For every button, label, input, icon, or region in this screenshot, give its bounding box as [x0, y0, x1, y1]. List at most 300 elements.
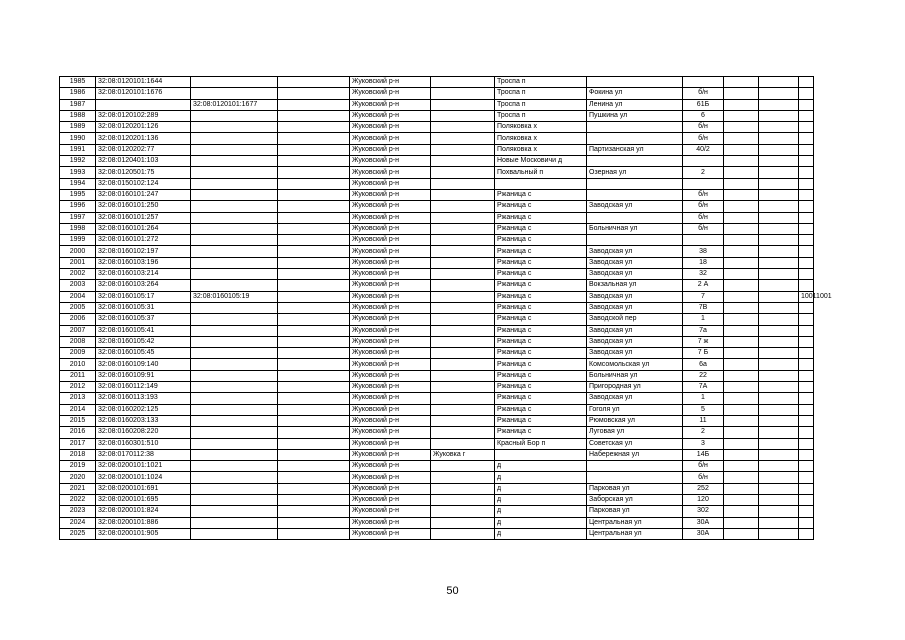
cell-cadastral-number: 32:08:0120201:136	[96, 133, 191, 144]
cell-empty-col-11	[759, 438, 799, 449]
cell-empty-col-10	[724, 438, 759, 449]
cell-empty-col-11	[759, 314, 799, 325]
cell-row-number: 2002	[60, 269, 96, 280]
cell-cadastral-number: 32:08:0160109:140	[96, 359, 191, 370]
cell-empty-col-10	[724, 348, 759, 359]
cell-linked-cadastral-number	[191, 189, 278, 200]
cell-code	[799, 483, 814, 494]
cell-code	[799, 280, 814, 291]
cell-empty-col-11	[759, 517, 799, 528]
cell-code	[799, 302, 814, 313]
cell-city	[431, 506, 495, 517]
table-row	[60, 212, 814, 223]
cell-empty-col-4	[278, 325, 350, 336]
cell-house-number: 2	[683, 427, 724, 438]
cell-code	[799, 133, 814, 144]
cell-settlement: Троспа п	[495, 77, 587, 88]
cell-empty-col-10	[724, 415, 759, 426]
cell-cadastral-number: 32:08:0200101:1024	[96, 472, 191, 483]
cell-empty-col-10	[724, 461, 759, 472]
cell-settlement: д	[495, 506, 587, 517]
cell-street: Пригородная ул	[587, 382, 683, 393]
cell-empty-col-4	[278, 393, 350, 404]
table-row	[60, 370, 814, 381]
cell-district: Жуковский р-н	[350, 291, 431, 302]
cell-settlement: Поляковка х	[495, 133, 587, 144]
cell-empty-col-11	[759, 201, 799, 212]
cell-district: Жуковский р-н	[350, 133, 431, 144]
cell-row-number: 2016	[60, 427, 96, 438]
cell-empty-col-4	[278, 77, 350, 88]
cell-cadastral-number: 32:08:0160101:257	[96, 212, 191, 223]
cell-code	[799, 348, 814, 359]
cell-settlement: Ржаница с	[495, 302, 587, 313]
cell-street: Партизанская ул	[587, 144, 683, 155]
cell-row-number: 2001	[60, 257, 96, 268]
cell-empty-col-10	[724, 167, 759, 178]
cell-district: Жуковский р-н	[350, 404, 431, 415]
cell-linked-cadastral-number	[191, 348, 278, 359]
cell-district: Жуковский р-н	[350, 246, 431, 257]
cell-city: Жуковка г	[431, 449, 495, 460]
cell-linked-cadastral-number	[191, 528, 278, 539]
cell-street: Больничная ул	[587, 223, 683, 234]
cell-city	[431, 336, 495, 347]
table-row	[60, 472, 814, 483]
table-row	[60, 99, 814, 110]
cell-street: Озерная ул	[587, 167, 683, 178]
cell-linked-cadastral-number	[191, 302, 278, 313]
cell-cadastral-number: 32:08:0120101:1644	[96, 77, 191, 88]
cell-street: Центральная ул	[587, 528, 683, 539]
cell-linked-cadastral-number	[191, 359, 278, 370]
cell-district: Жуковский р-н	[350, 325, 431, 336]
cell-empty-col-11	[759, 348, 799, 359]
cell-city	[431, 494, 495, 505]
cell-settlement: Ржаница с	[495, 223, 587, 234]
cell-empty-col-11	[759, 133, 799, 144]
cell-linked-cadastral-number	[191, 382, 278, 393]
cell-empty-col-4	[278, 359, 350, 370]
cell-house-number: 3	[683, 438, 724, 449]
cell-row-number: 2018	[60, 449, 96, 460]
cell-house-number: 2	[683, 167, 724, 178]
cell-linked-cadastral-number	[191, 156, 278, 167]
cell-empty-col-11	[759, 88, 799, 99]
cell-row-number: 2019	[60, 461, 96, 472]
cell-street	[587, 461, 683, 472]
cell-cadastral-number: 32:08:0160202:125	[96, 404, 191, 415]
cell-city	[431, 235, 495, 246]
cell-empty-col-11	[759, 178, 799, 189]
cell-cadastral-number: 32:08:0160101:250	[96, 201, 191, 212]
cell-empty-col-10	[724, 370, 759, 381]
cell-city	[431, 404, 495, 415]
cell-empty-col-4	[278, 88, 350, 99]
cell-city	[431, 122, 495, 133]
cell-empty-col-11	[759, 269, 799, 280]
cell-code	[799, 246, 814, 257]
cell-empty-col-11	[759, 483, 799, 494]
cell-empty-col-4	[278, 314, 350, 325]
cell-linked-cadastral-number	[191, 269, 278, 280]
table-row	[60, 122, 814, 133]
cell-city	[431, 302, 495, 313]
cell-empty-col-4	[278, 472, 350, 483]
cell-settlement: Ржаница с	[495, 348, 587, 359]
cell-row-number: 2017	[60, 438, 96, 449]
cell-row-number: 2004	[60, 291, 96, 302]
cell-code	[799, 393, 814, 404]
cell-row-number: 1991	[60, 144, 96, 155]
cell-linked-cadastral-number	[191, 178, 278, 189]
table-row	[60, 314, 814, 325]
cell-street	[587, 472, 683, 483]
cell-cadastral-number: 32:08:0200101:905	[96, 528, 191, 539]
cell-district: Жуковский р-н	[350, 427, 431, 438]
cell-row-number: 1985	[60, 77, 96, 88]
cell-linked-cadastral-number	[191, 506, 278, 517]
cell-linked-cadastral-number	[191, 415, 278, 426]
cell-city	[431, 110, 495, 121]
cell-cadastral-number: 32:08:0160102:197	[96, 246, 191, 257]
cell-settlement: Поляковка х	[495, 144, 587, 155]
cell-city	[431, 528, 495, 539]
table-row	[60, 449, 814, 460]
cell-cadastral-number: 32:08:0160105:31	[96, 302, 191, 313]
cell-street	[587, 189, 683, 200]
cell-empty-col-11	[759, 99, 799, 110]
cell-linked-cadastral-number	[191, 77, 278, 88]
cell-district: Жуковский р-н	[350, 494, 431, 505]
cell-cadastral-number: 32:08:0120501:75	[96, 167, 191, 178]
cell-cadastral-number: 32:08:0200101:695	[96, 494, 191, 505]
cell-district: Жуковский р-н	[350, 189, 431, 200]
cell-code	[799, 528, 814, 539]
cell-city	[431, 201, 495, 212]
cell-house-number: 7	[683, 291, 724, 302]
cell-street: Луговая ул	[587, 427, 683, 438]
cell-settlement: Ржаница с	[495, 325, 587, 336]
cell-settlement: Ржаница с	[495, 201, 587, 212]
cell-empty-col-10	[724, 235, 759, 246]
table-row	[60, 110, 814, 121]
cell-cadastral-number: 32:08:0120102:289	[96, 110, 191, 121]
cell-house-number: 30А	[683, 517, 724, 528]
cell-empty-col-4	[278, 483, 350, 494]
cell-city	[431, 415, 495, 426]
cell-cadastral-number: 32:08:0160105:41	[96, 325, 191, 336]
cell-house-number: 1	[683, 393, 724, 404]
cell-house-number: б/н	[683, 189, 724, 200]
cell-code	[799, 325, 814, 336]
cell-house-number: 14Б	[683, 449, 724, 460]
cell-empty-col-10	[724, 382, 759, 393]
cell-district: Жуковский р-н	[350, 167, 431, 178]
cell-empty-col-10	[724, 404, 759, 415]
cell-empty-col-11	[759, 528, 799, 539]
cell-linked-cadastral-number	[191, 133, 278, 144]
table-row	[60, 280, 814, 291]
table-row	[60, 427, 814, 438]
cell-linked-cadastral-number: 32:08:0120101:1677	[191, 99, 278, 110]
cell-empty-col-11	[759, 336, 799, 347]
cell-code	[799, 269, 814, 280]
table-row	[60, 336, 814, 347]
cell-cadastral-number: 32:08:0120101:1676	[96, 88, 191, 99]
cell-empty-col-10	[724, 359, 759, 370]
cell-house-number: 120	[683, 494, 724, 505]
cell-house-number: б/н	[683, 133, 724, 144]
cell-district: Жуковский р-н	[350, 110, 431, 121]
table-row	[60, 438, 814, 449]
cell-code	[799, 212, 814, 223]
cell-street: Заводская ул	[587, 336, 683, 347]
cell-district: Жуковский р-н	[350, 99, 431, 110]
cell-linked-cadastral-number	[191, 336, 278, 347]
cell-empty-col-4	[278, 449, 350, 460]
cell-empty-col-11	[759, 302, 799, 313]
cell-district: Жуковский р-н	[350, 257, 431, 268]
cell-city	[431, 246, 495, 257]
cell-row-number: 2022	[60, 494, 96, 505]
cell-row-number: 2014	[60, 404, 96, 415]
cell-empty-col-11	[759, 280, 799, 291]
cell-house-number: 40/2	[683, 144, 724, 155]
cell-cadastral-number: 32:08:0160105:45	[96, 348, 191, 359]
cell-linked-cadastral-number	[191, 370, 278, 381]
cell-house-number: 38	[683, 246, 724, 257]
cell-empty-col-10	[724, 314, 759, 325]
cell-empty-col-11	[759, 167, 799, 178]
cell-empty-col-4	[278, 189, 350, 200]
cell-district: Жуковский р-н	[350, 77, 431, 88]
cell-cadastral-number: 32:08:0160101:247	[96, 189, 191, 200]
cell-district: Жуковский р-н	[350, 144, 431, 155]
cell-city	[431, 382, 495, 393]
cell-row-number: 1990	[60, 133, 96, 144]
cell-district: Жуковский р-н	[350, 201, 431, 212]
cell-settlement	[495, 178, 587, 189]
cell-district: Жуковский р-н	[350, 156, 431, 167]
cell-cadastral-number: 32:08:0160109:91	[96, 370, 191, 381]
cell-linked-cadastral-number	[191, 438, 278, 449]
cell-district: Жуковский р-н	[350, 302, 431, 313]
cell-empty-col-11	[759, 415, 799, 426]
cell-settlement: Троспа п	[495, 88, 587, 99]
cell-house-number: б/н	[683, 461, 724, 472]
cell-row-number: 1999	[60, 235, 96, 246]
cell-empty-col-11	[759, 494, 799, 505]
cell-code	[799, 189, 814, 200]
cell-empty-col-10	[724, 427, 759, 438]
cell-city	[431, 472, 495, 483]
cell-house-number: 302	[683, 506, 724, 517]
cell-house-number: 32	[683, 269, 724, 280]
cell-empty-col-11	[759, 77, 799, 88]
cell-settlement: д	[495, 483, 587, 494]
cell-row-number: 2011	[60, 370, 96, 381]
cell-empty-col-4	[278, 144, 350, 155]
cell-street	[587, 133, 683, 144]
page-number: 50	[446, 585, 459, 597]
cell-settlement: Ржаница с	[495, 370, 587, 381]
cell-empty-col-11	[759, 189, 799, 200]
cell-empty-col-10	[724, 528, 759, 539]
cell-code	[799, 88, 814, 99]
cell-house-number: б/н	[683, 223, 724, 234]
cell-empty-col-4	[278, 517, 350, 528]
cell-settlement: Ржаница с	[495, 189, 587, 200]
cell-linked-cadastral-number	[191, 144, 278, 155]
cell-row-number: 1987	[60, 99, 96, 110]
cell-settlement: Ржаница с	[495, 382, 587, 393]
cell-house-number: б/н	[683, 122, 724, 133]
cell-code	[799, 122, 814, 133]
cell-empty-col-10	[724, 201, 759, 212]
cell-district: Жуковский р-н	[350, 382, 431, 393]
cell-row-number: 2005	[60, 302, 96, 313]
cell-house-number: 2 А	[683, 280, 724, 291]
cell-empty-col-10	[724, 156, 759, 167]
cell-settlement	[495, 449, 587, 460]
cell-empty-col-10	[724, 77, 759, 88]
cell-empty-col-10	[724, 178, 759, 189]
cell-row-number: 2020	[60, 472, 96, 483]
cell-city	[431, 223, 495, 234]
cell-empty-col-10	[724, 189, 759, 200]
cell-cadastral-number: 32:08:0160208:220	[96, 427, 191, 438]
cell-linked-cadastral-number	[191, 212, 278, 223]
cell-settlement: Ржаница с	[495, 280, 587, 291]
cell-empty-col-10	[724, 302, 759, 313]
cell-empty-col-10	[724, 506, 759, 517]
cell-house-number: 5	[683, 404, 724, 415]
cell-settlement: д	[495, 517, 587, 528]
cell-empty-col-11	[759, 156, 799, 167]
cell-settlement: Троспа п	[495, 99, 587, 110]
cell-street: Фокина ул	[587, 88, 683, 99]
cell-cadastral-number: 32:08:0170112:38	[96, 449, 191, 460]
cell-empty-col-11	[759, 144, 799, 155]
cell-empty-col-11	[759, 382, 799, 393]
table-row	[60, 178, 814, 189]
cell-street: Больничная ул	[587, 370, 683, 381]
cell-cadastral-number: 32:08:0160103:264	[96, 280, 191, 291]
cell-empty-col-4	[278, 133, 350, 144]
cell-cadastral-number: 32:08:0160112:149	[96, 382, 191, 393]
cell-settlement: Ржаница с	[495, 336, 587, 347]
cell-house-number: 7В	[683, 302, 724, 313]
cell-house-number: 61Б	[683, 99, 724, 110]
cell-district: Жуковский р-н	[350, 370, 431, 381]
cell-empty-col-11	[759, 235, 799, 246]
cell-settlement: Ржаница с	[495, 257, 587, 268]
cell-city	[431, 77, 495, 88]
cell-district: Жуковский р-н	[350, 223, 431, 234]
cell-empty-col-11	[759, 472, 799, 483]
cell-house-number: 11	[683, 415, 724, 426]
cell-empty-col-10	[724, 122, 759, 133]
cell-district: Жуковский р-н	[350, 517, 431, 528]
cell-city	[431, 280, 495, 291]
cell-linked-cadastral-number	[191, 393, 278, 404]
cell-district: Жуковский р-н	[350, 314, 431, 325]
cell-row-number: 2021	[60, 483, 96, 494]
cell-empty-col-4	[278, 99, 350, 110]
table-row	[60, 201, 814, 212]
cell-code: 10011001	[799, 291, 814, 302]
cell-city	[431, 133, 495, 144]
cell-cadastral-number: 32:08:0120401:103	[96, 156, 191, 167]
cell-city	[431, 461, 495, 472]
cell-row-number: 2000	[60, 246, 96, 257]
cell-city	[431, 517, 495, 528]
cell-empty-col-4	[278, 291, 350, 302]
cell-city	[431, 156, 495, 167]
cell-settlement: Ржаница с	[495, 404, 587, 415]
table-row	[60, 291, 814, 302]
cell-code	[799, 223, 814, 234]
cell-street: Заводская ул	[587, 291, 683, 302]
cell-empty-col-4	[278, 235, 350, 246]
cell-code	[799, 235, 814, 246]
cell-row-number: 2015	[60, 415, 96, 426]
cell-row-number: 2008	[60, 336, 96, 347]
cell-house-number	[683, 235, 724, 246]
cell-house-number: 22	[683, 370, 724, 381]
cell-city	[431, 427, 495, 438]
cell-empty-col-4	[278, 212, 350, 223]
cell-street: Комсомольская ул	[587, 359, 683, 370]
cell-house-number: 7А	[683, 382, 724, 393]
cell-code	[799, 99, 814, 110]
table-row	[60, 302, 814, 313]
cell-street: Парковая ул	[587, 506, 683, 517]
cell-district: Жуковский р-н	[350, 449, 431, 460]
cell-settlement: д	[495, 472, 587, 483]
table-row	[60, 133, 814, 144]
cell-street: Заводская ул	[587, 257, 683, 268]
cell-cadastral-number: 32:08:0160113:193	[96, 393, 191, 404]
table-row	[60, 189, 814, 200]
cell-empty-col-11	[759, 370, 799, 381]
cell-empty-col-10	[724, 99, 759, 110]
cell-empty-col-10	[724, 212, 759, 223]
registry-table-body	[60, 77, 832, 540]
cell-empty-col-10	[724, 291, 759, 302]
cell-settlement: д	[495, 528, 587, 539]
cell-street	[587, 77, 683, 88]
cell-row-number: 2023	[60, 506, 96, 517]
cell-house-number: б/н	[683, 472, 724, 483]
table-row	[60, 393, 814, 404]
cell-linked-cadastral-number	[191, 483, 278, 494]
cell-settlement: Ржаница с	[495, 314, 587, 325]
cell-city	[431, 314, 495, 325]
cell-empty-col-10	[724, 336, 759, 347]
cell-empty-col-4	[278, 415, 350, 426]
cell-settlement: д	[495, 494, 587, 505]
cell-settlement: Новые Московичи д	[495, 156, 587, 167]
cell-settlement: Ржаница с	[495, 212, 587, 223]
cell-linked-cadastral-number	[191, 122, 278, 133]
cell-empty-col-4	[278, 110, 350, 121]
cell-city	[431, 99, 495, 110]
cell-city	[431, 370, 495, 381]
cell-house-number	[683, 77, 724, 88]
cell-code	[799, 167, 814, 178]
